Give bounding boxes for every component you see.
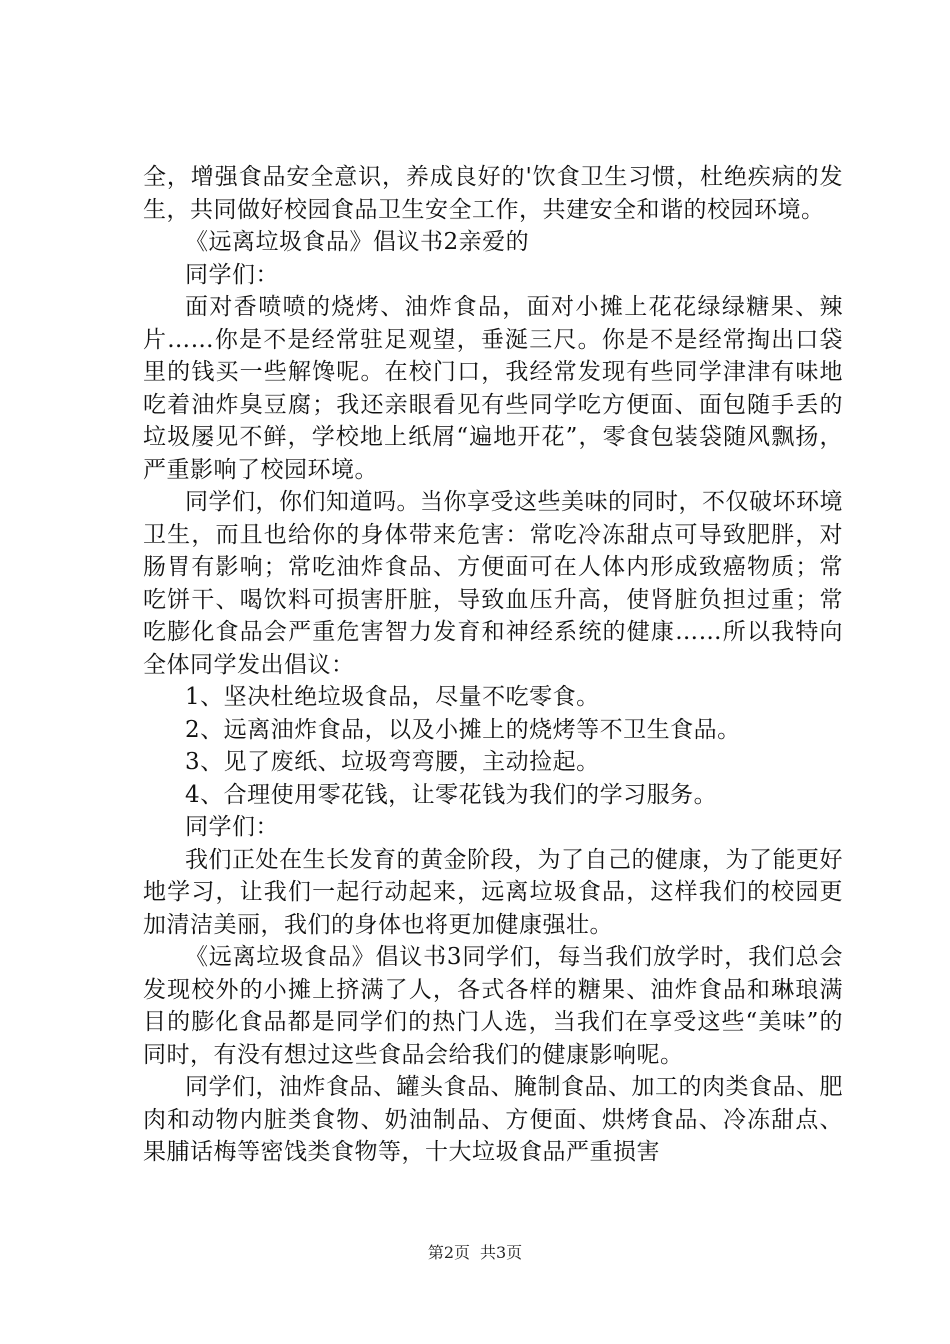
paragraph: 同学们： [185,814,279,840]
paragraph: 我们正处在生长发育的黄金阶段，为了自己的健康，为了能更好地学习，让我们一起行动起来，远离垃圾食品，这样我们的校园更加清洁美丽，我们的身体也将更加健康强壮。 [143,846,843,938]
paragraph: 《远离垃圾食品》倡议书3同学们，每当我们放学时，我们总会发现校外的小摊上挤满了人，各式各样的糖果、油炸食品和琳琅满目的膨化食品都是同学们的热门人选，当我们在享受这些“美味”的同时，有没有想过这些食品会给我们的健康影响呢。 [143,944,843,1068]
list-item: 4、合理使用零花钱，让零花钱为我们的学习服务。 [185,781,718,808]
page-number: 第2页 [427,1243,470,1262]
paragraph: 同学们，油炸食品、罐头食品、腌制食品、加工的肉类食品、肥肉和动物内脏类食物、奶油制品、方便面、烘烤食品、冷冻甜点、果脯话梅等密饯类食物等，十大垃圾食品严重损害 [143,1074,843,1165]
paragraph: 同学们： [185,261,279,288]
paragraph: 面对香喷喷的烧烤、油炸食品，面对小摊上花花绿绿糖果、辣片……你是不是经常驻足观望，垂涎三尺。你是不是经常掏出口袋里的钱买一些解馋呢。在校门口，我经常发现有些同学津津有味地吃着油炸臭豆腐；我还亲眼看见有些同学吃方便面、面包随手丢的垃圾屡见不鲜，学校地上纸屑“遍地开花”，零食包装袋随风飘扬，严重影响了校园环境。 [143,294,843,483]
paragraph: 全，增强食品安全意识，养成良好的'饮食卫生习惯，杜绝疾病的发生，共同做好校园食品卫生安全工作，共建安全和谐的校园环境。 [143,164,843,223]
list-item: 1、坚决杜绝垃圾食品，尽量不吃零食。 [185,684,600,710]
list-item: 2、远离油炸食品，以及小摊上的烧烤等不卫生食品。 [185,716,741,743]
paragraph: 《远离垃圾食品》倡议书2亲爱的 [185,229,530,255]
page-footer [0,1240,950,1263]
document-body [143,161,843,1169]
page-total: 共3页 [480,1243,523,1262]
list-item: 3、见了废纸、垃圾弯弯腰，主动捡起。 [185,749,600,775]
paragraph: 同学们，你们知道吗。当你享受这些美味的同时，不仅破坏环境卫生，而且也给你的身体带来危害：常吃冷冻甜点可导致肥胖，对肠胃有影响；常吃油炸食品、方便面可在人体内形成致癌物质；常吃饼干、喝饮料可损害肝脏，导致血压升高，使肾脏负担过重；常吃膨化食品会严重危害智力发育和神经系统的健康……所以我特向全体同学发出倡议： [143,489,843,678]
